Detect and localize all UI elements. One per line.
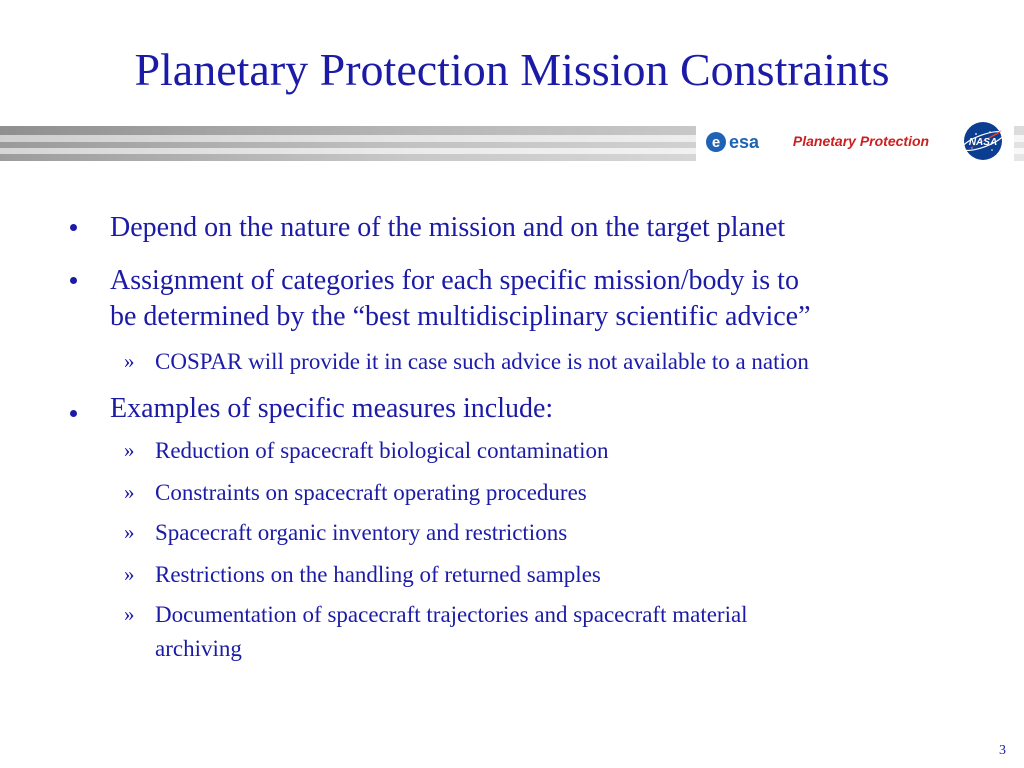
sub-bullet-marker: » [124, 562, 135, 586]
bullet-text: Examples of specific measures include: [110, 393, 554, 424]
sub-bullet-marker: » [124, 480, 135, 504]
esa-logo-text: esa [729, 132, 760, 152]
sub-bullet-marker: » [124, 438, 135, 462]
bullet-dot [70, 410, 77, 417]
bullet-text: Assignment of categories for each specific mission/body is to [110, 265, 799, 296]
bullet-text: Depend on the nature of the mission and on the target planet [110, 212, 786, 243]
bullet-text-continued: be determined by the “best multidisciplinary scientific advice” [110, 301, 811, 332]
sub-bullet-marker: » [124, 520, 135, 544]
svg-text:e: e [711, 134, 721, 151]
sub-bullet-text: Constraints on spacecraft operating procedures [155, 480, 587, 505]
sub-bullet-text: Reduction of spacecraft biological contamination [155, 438, 609, 463]
sub-bullet-text-continued: archiving [155, 636, 242, 661]
sub-bullet-marker: » [124, 349, 135, 373]
sub-bullet-text: Restrictions on the handling of returned samples [155, 562, 601, 587]
slide-title: Planetary Protection Mission Constraints [134, 44, 890, 95]
page-number: 3 [999, 743, 1006, 758]
planetary-protection-label: Planetary Protection [792, 133, 930, 149]
sub-bullet-marker: » [124, 602, 135, 626]
bullet-dot [70, 277, 77, 284]
sub-bullet-text: COSPAR will provide it in case such advice is not available to a nation [155, 349, 809, 374]
sub-bullet-text: Documentation of spacecraft trajectories and spacecraft material [155, 602, 748, 627]
nasa-logo-text: NASA [968, 137, 998, 148]
sub-bullet-text: Spacecraft organic inventory and restrictions [155, 520, 568, 545]
bullet-dot [70, 224, 77, 231]
